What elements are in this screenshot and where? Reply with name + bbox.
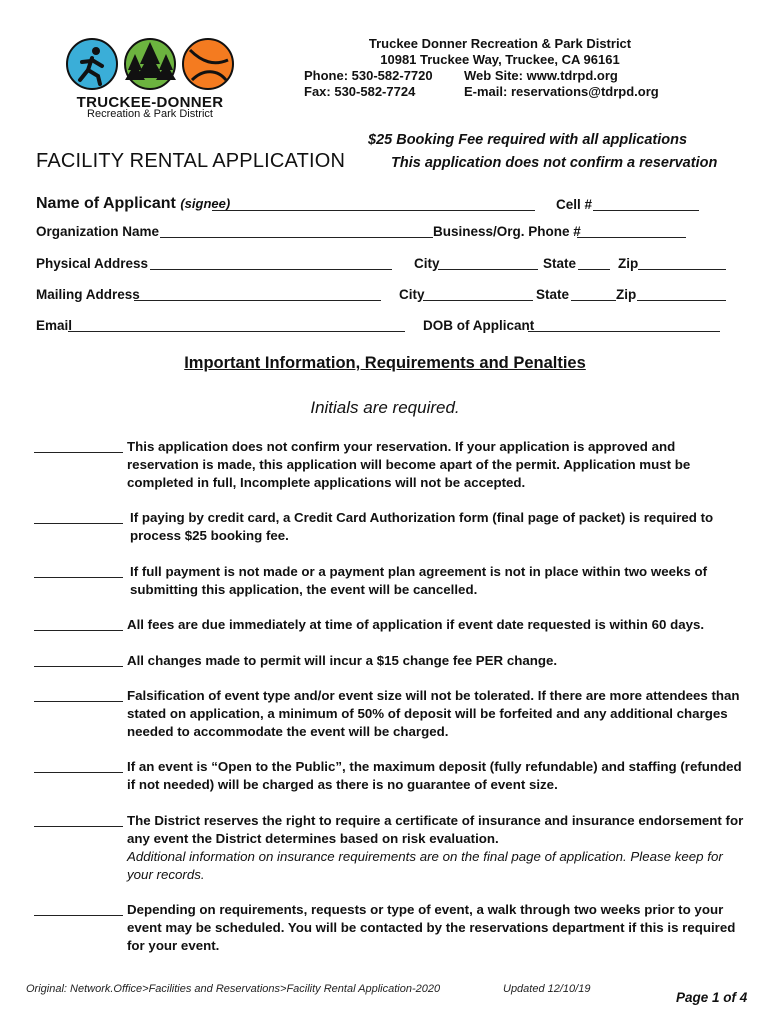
mailing-state-field[interactable]: [571, 300, 616, 301]
website[interactable]: Web Site: www.tdrpd.org: [464, 68, 618, 83]
applicant-name-field[interactable]: [212, 210, 535, 211]
phone-number: Phone: 530-582-7720: [304, 68, 433, 83]
requirement-text: All fees are due immediately at time of application if event date requested is within 60 days.: [127, 617, 705, 632]
applicant-label: Name of Applicant (signee): [36, 195, 231, 212]
email-address[interactable]: E-mail: reservations@tdrpd.org: [464, 84, 659, 99]
requirement-text: [127, 812, 744, 884]
requirement-item: [34, 901, 744, 955]
physical-zip-label: Zip: [618, 256, 639, 271]
requirement-item: [34, 438, 744, 492]
initials-field[interactable]: [34, 812, 123, 827]
requirement-text: Depending on requirements, requests or type of event, a walk through two weeks prior to your event may be scheduled. You will be contacted by the reservations department if this is required for your event.: [127, 902, 736, 953]
email-field[interactable]: [68, 331, 405, 332]
not-confirm-notice: This application does not confirm a reservation: [391, 155, 718, 171]
mailing-zip-label: Zip: [616, 287, 637, 302]
mailing-state-label: State: [536, 287, 570, 302]
requirement-text: This application does not confirm your reservation. If your application is approved and reservation is made, this application will become apart of the permit. Application must be completed in full, Incomplete applications will not be accepted.: [127, 439, 691, 490]
booking-fee-notice: $25 Booking Fee required with all applications: [368, 132, 688, 148]
initials-field[interactable]: [34, 509, 123, 524]
logo-name: TRUCKEE-DONNER: [76, 94, 224, 111]
requirement-text: If paying by credit card, a Credit Card Authorization form (final page of packet) is required to process $25 booking fee.: [130, 510, 714, 543]
requirement-item: [34, 652, 744, 670]
section-title: Important Information, Requirements and Penalties: [184, 354, 586, 372]
requirement-item: [34, 616, 744, 634]
district-address: 10981 Truckee Way, Truckee, CA 96161: [380, 52, 620, 67]
cell-label: Cell #: [556, 197, 593, 212]
initials-field[interactable]: [34, 563, 123, 578]
ball-icon: [183, 39, 233, 89]
mailing-zip-field[interactable]: [637, 300, 726, 301]
footer-file-path: Original: Network.Office>Facilities and Reservations>Facility Rental Application-2020: [26, 983, 441, 995]
requirement-text: Falsification of event type and/or event size will not be tolerated. If there are more attendees than stated on application, a minimum of 50% of deposit will be forfeited and any additional charges needed to accommodate the event will be charged.: [127, 688, 740, 739]
page-title: FACILITY RENTAL APPLICATION: [36, 150, 346, 172]
initials-field[interactable]: [34, 758, 123, 773]
requirement-text: All changes made to permit will incur a $15 change fee PER change.: [127, 653, 558, 668]
org-name-label: Organization Name: [36, 224, 160, 239]
dob-field[interactable]: [528, 331, 720, 332]
email-label: Email: [36, 318, 73, 333]
requirement-item: [34, 812, 744, 884]
requirement-text: If an event is “Open to the Public”, the maximum deposit (fully refundable) and staffing (refunded if not needed) will be charged as there is no guarantee of event size.: [127, 759, 742, 792]
insurance-note: Additional information on insurance requirements are on the final page of application. Please keep for your records.: [127, 849, 723, 882]
initials-field[interactable]: [34, 438, 123, 453]
physical-city-field[interactable]: [438, 269, 538, 270]
initials-field[interactable]: [34, 652, 123, 667]
physical-state-field[interactable]: [578, 269, 610, 270]
initials-field[interactable]: [34, 901, 123, 916]
business-phone-field[interactable]: [577, 237, 686, 238]
mailing-city-field[interactable]: [423, 300, 533, 301]
initials-note: Initials are required.: [310, 398, 460, 417]
mailing-address-field[interactable]: [134, 300, 381, 301]
logo-subtitle: Recreation & Park District: [87, 108, 213, 120]
cell-field[interactable]: [593, 210, 699, 211]
initials-field[interactable]: [34, 616, 123, 631]
insurance-requirement: The District reserves the right to require a certificate of insurance and insurance endorsement for any event the District determines based on risk evaluation.: [127, 813, 744, 846]
initials-field[interactable]: [34, 687, 123, 702]
requirement-item: [34, 758, 744, 794]
mailing-city-label: City: [399, 287, 425, 302]
business-phone-label: Business/Org. Phone #: [433, 224, 581, 239]
requirement-text: If full payment is not made or a payment plan agreement is not in place within two weeks of submitting this application, the event will be cancelled.: [130, 564, 708, 597]
org-name-field[interactable]: [160, 237, 433, 238]
physical-address-field[interactable]: [150, 269, 392, 270]
page-number: Page 1 of 4: [676, 990, 748, 1005]
requirement-item: [34, 563, 744, 599]
requirement-item: [34, 687, 744, 741]
physical-address-label: Physical Address: [36, 256, 149, 271]
physical-state-label: State: [543, 256, 577, 271]
physical-zip-field[interactable]: [638, 269, 726, 270]
physical-city-label: City: [414, 256, 440, 271]
requirement-item: [34, 509, 744, 545]
dob-label: DOB of Applicant: [423, 318, 535, 333]
district-name: Truckee Donner Recreation & Park District: [368, 36, 632, 51]
contact-header: [300, 36, 700, 100]
footer-updated: Updated 12/10/19: [503, 983, 591, 995]
mailing-address-label: Mailing Address: [36, 287, 140, 302]
fax-number: Fax: 530-582-7724: [304, 84, 416, 99]
